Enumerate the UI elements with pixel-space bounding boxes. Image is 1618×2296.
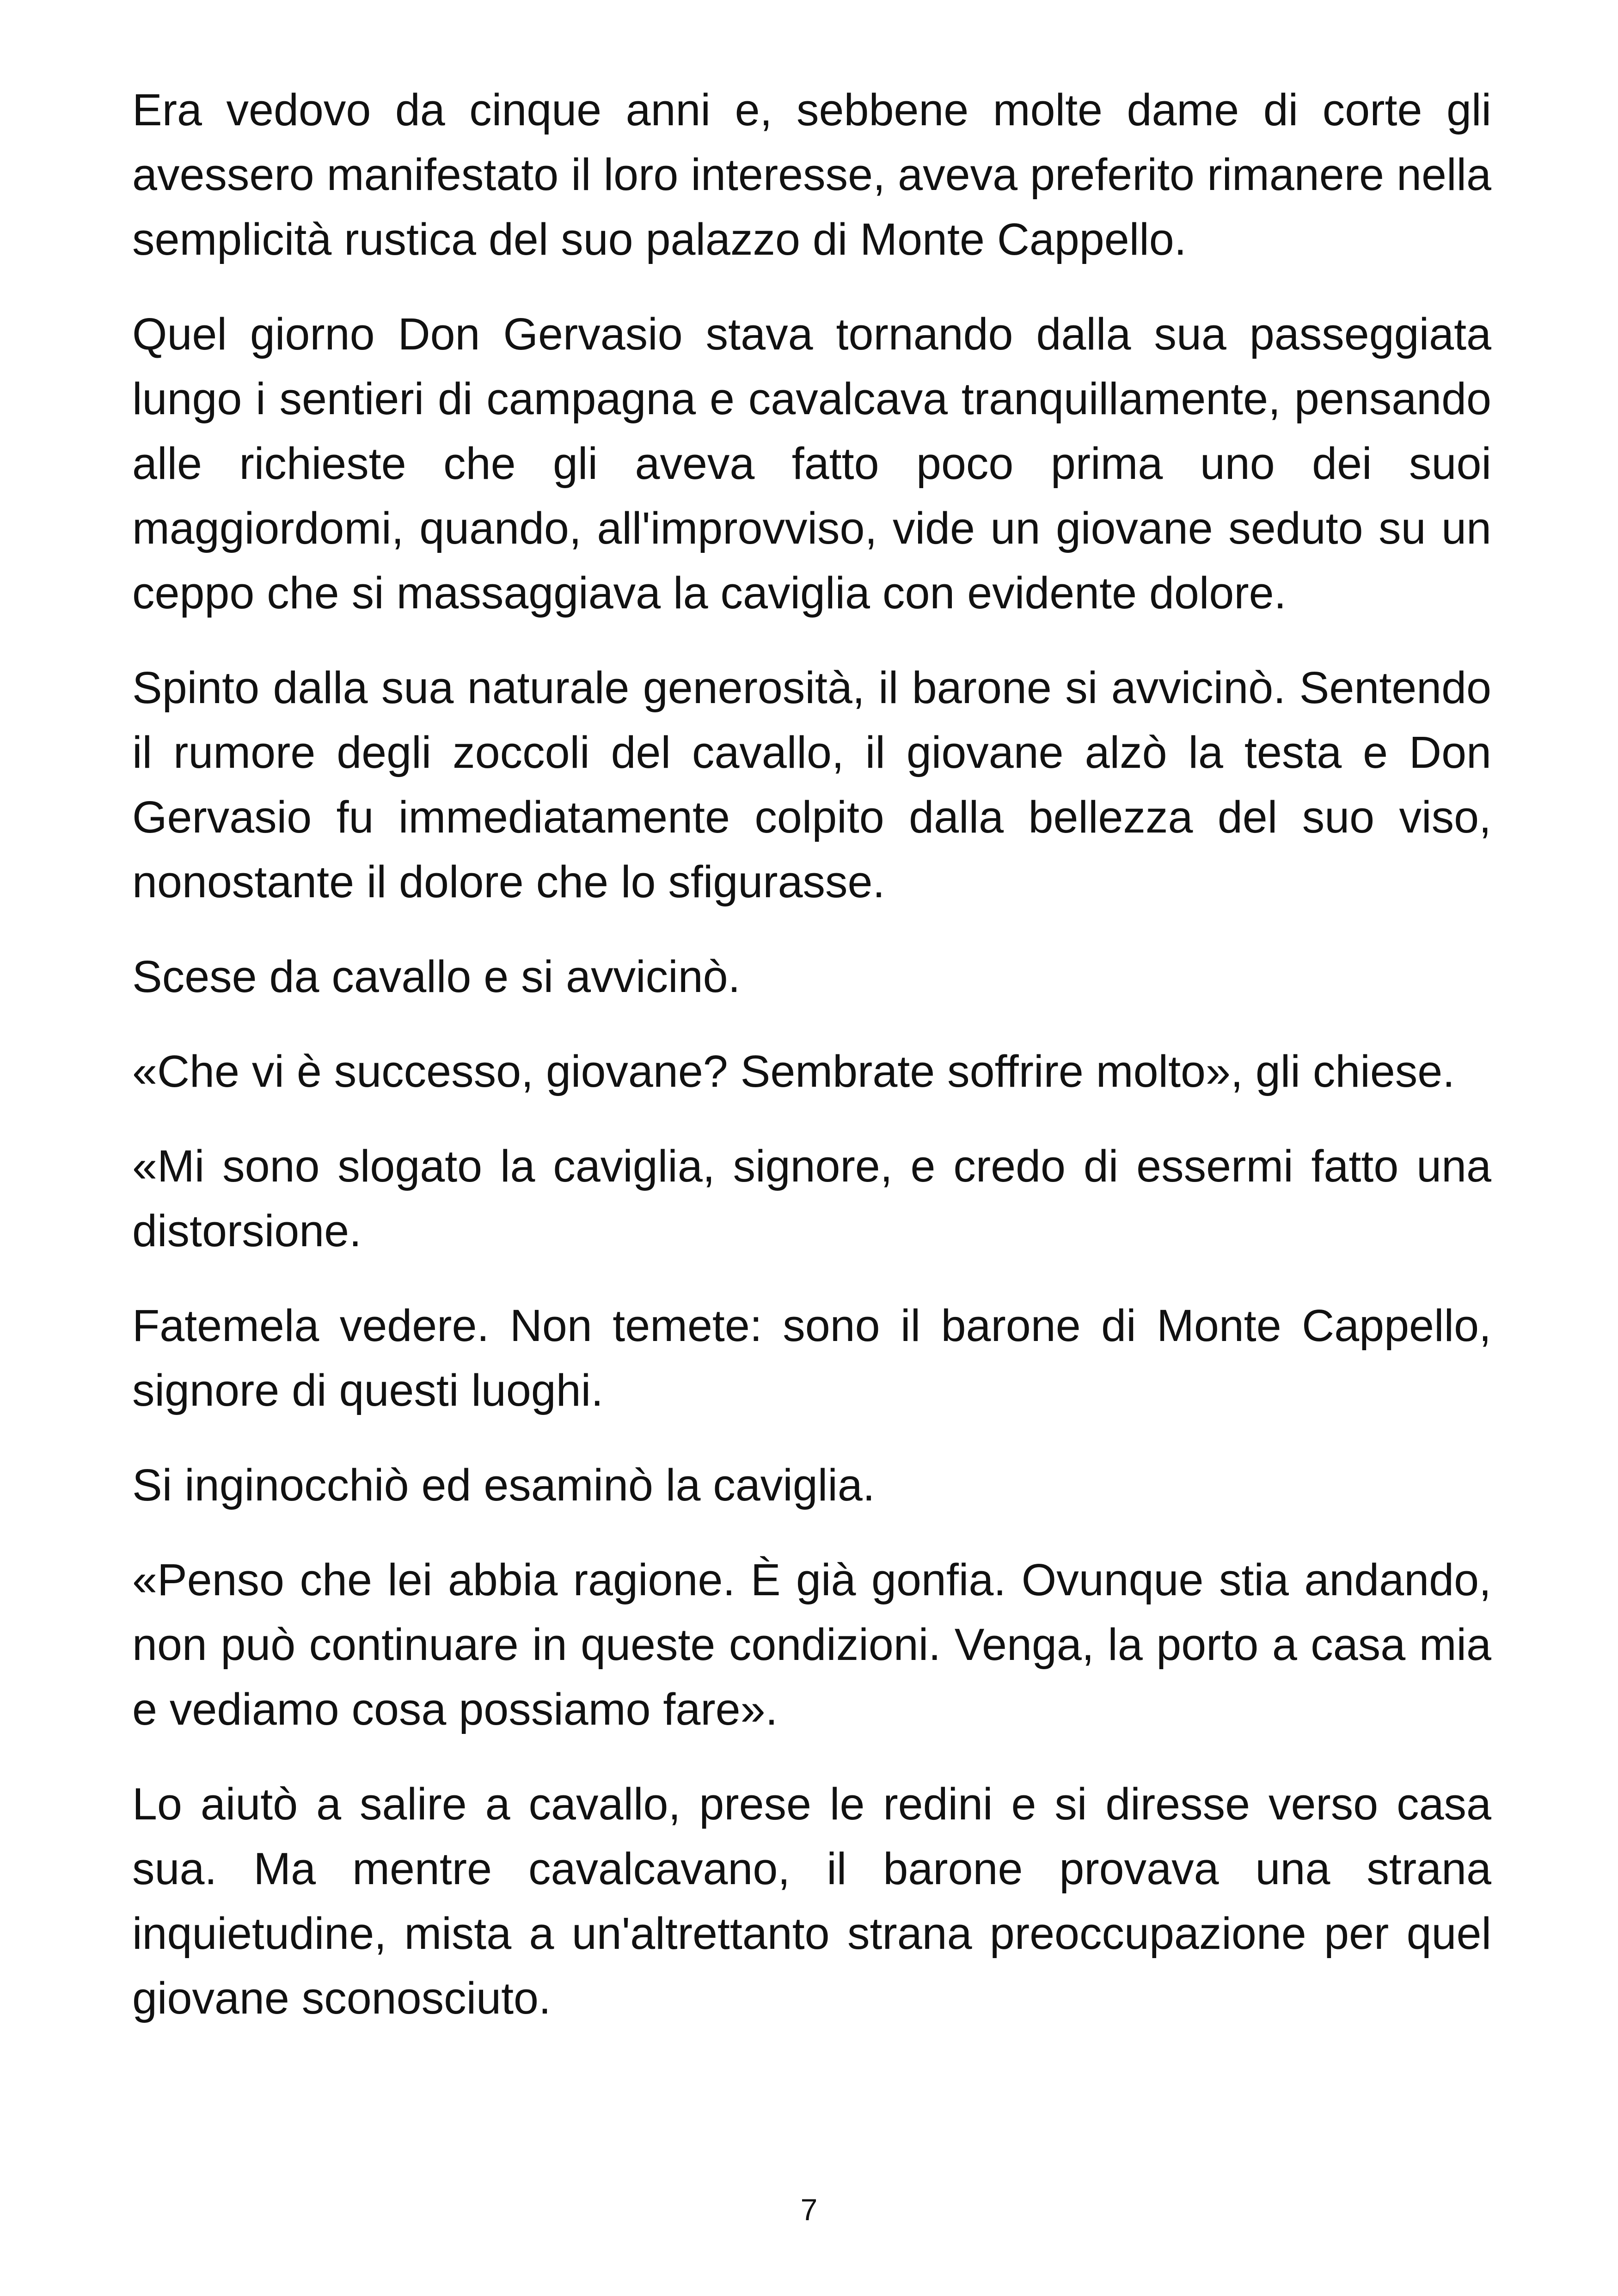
paragraph: «Penso che lei abbia ragione. È già gonfia. Ovunque stia andando, non può continuare in queste condizioni. Venga, la porto a casa mia e vediamo cosa possiamo fare». — [132, 1555, 1491, 1734]
page-number: 7 — [800, 2192, 818, 2227]
paragraph: Si inginocchiò ed esaminò la caviglia. — [132, 1460, 875, 1510]
paragraph: Lo aiutò a salire a cavallo, prese le redini e si diresse verso casa sua. Ma mentre cavalcavano, il barone provava una strana inquietudine, mista a un'altrettanto strana preoccupazione per quel giovane sconosciuto. — [132, 1779, 1491, 2023]
paragraph: Fatemela vedere. Non temete: sono il barone di Monte Cappello, signore di questi luoghi. — [132, 1300, 1491, 1415]
paragraph: Scese da cavallo e si avvicinò. — [132, 951, 741, 1002]
paragraph: «Che vi è successo, giovane? Sembrate soffrire molto», gli chiese. — [132, 1046, 1455, 1096]
paragraph: Spinto dalla sua naturale generosità, il barone si avvicinò. Sentendo il rumore degli zoccoli del cavallo, il giovane alzò la testa e Don Gervasio fu immediatamente colpito dalla bellezza del suo viso, nonostante il dolore che lo sfigurasse. — [132, 662, 1491, 907]
paragraph: «Mi sono slogato la caviglia, signore, e credo di essermi fatto una distorsione. — [132, 1141, 1491, 1256]
body-text — [132, 78, 1491, 2061]
paragraph: Quel giorno Don Gervasio stava tornando dalla sua passeggiata lungo i sentieri di campagna e cavalcava tranquillamente, pensando alle richieste che gli aveva fatto poco prima uno dei suoi maggiordomi, quando, all'improvviso, vide un giovane seduto su un ceppo che si massaggiava la caviglia con evidente dolore. — [132, 309, 1491, 618]
paragraph: Era vedovo da cinque anni e, sebbene molte dame di corte gli avessero manifestato il loro interesse, aveva preferito rimanere nella semplicità rustica del suo palazzo di Monte Cappello. — [132, 85, 1491, 264]
